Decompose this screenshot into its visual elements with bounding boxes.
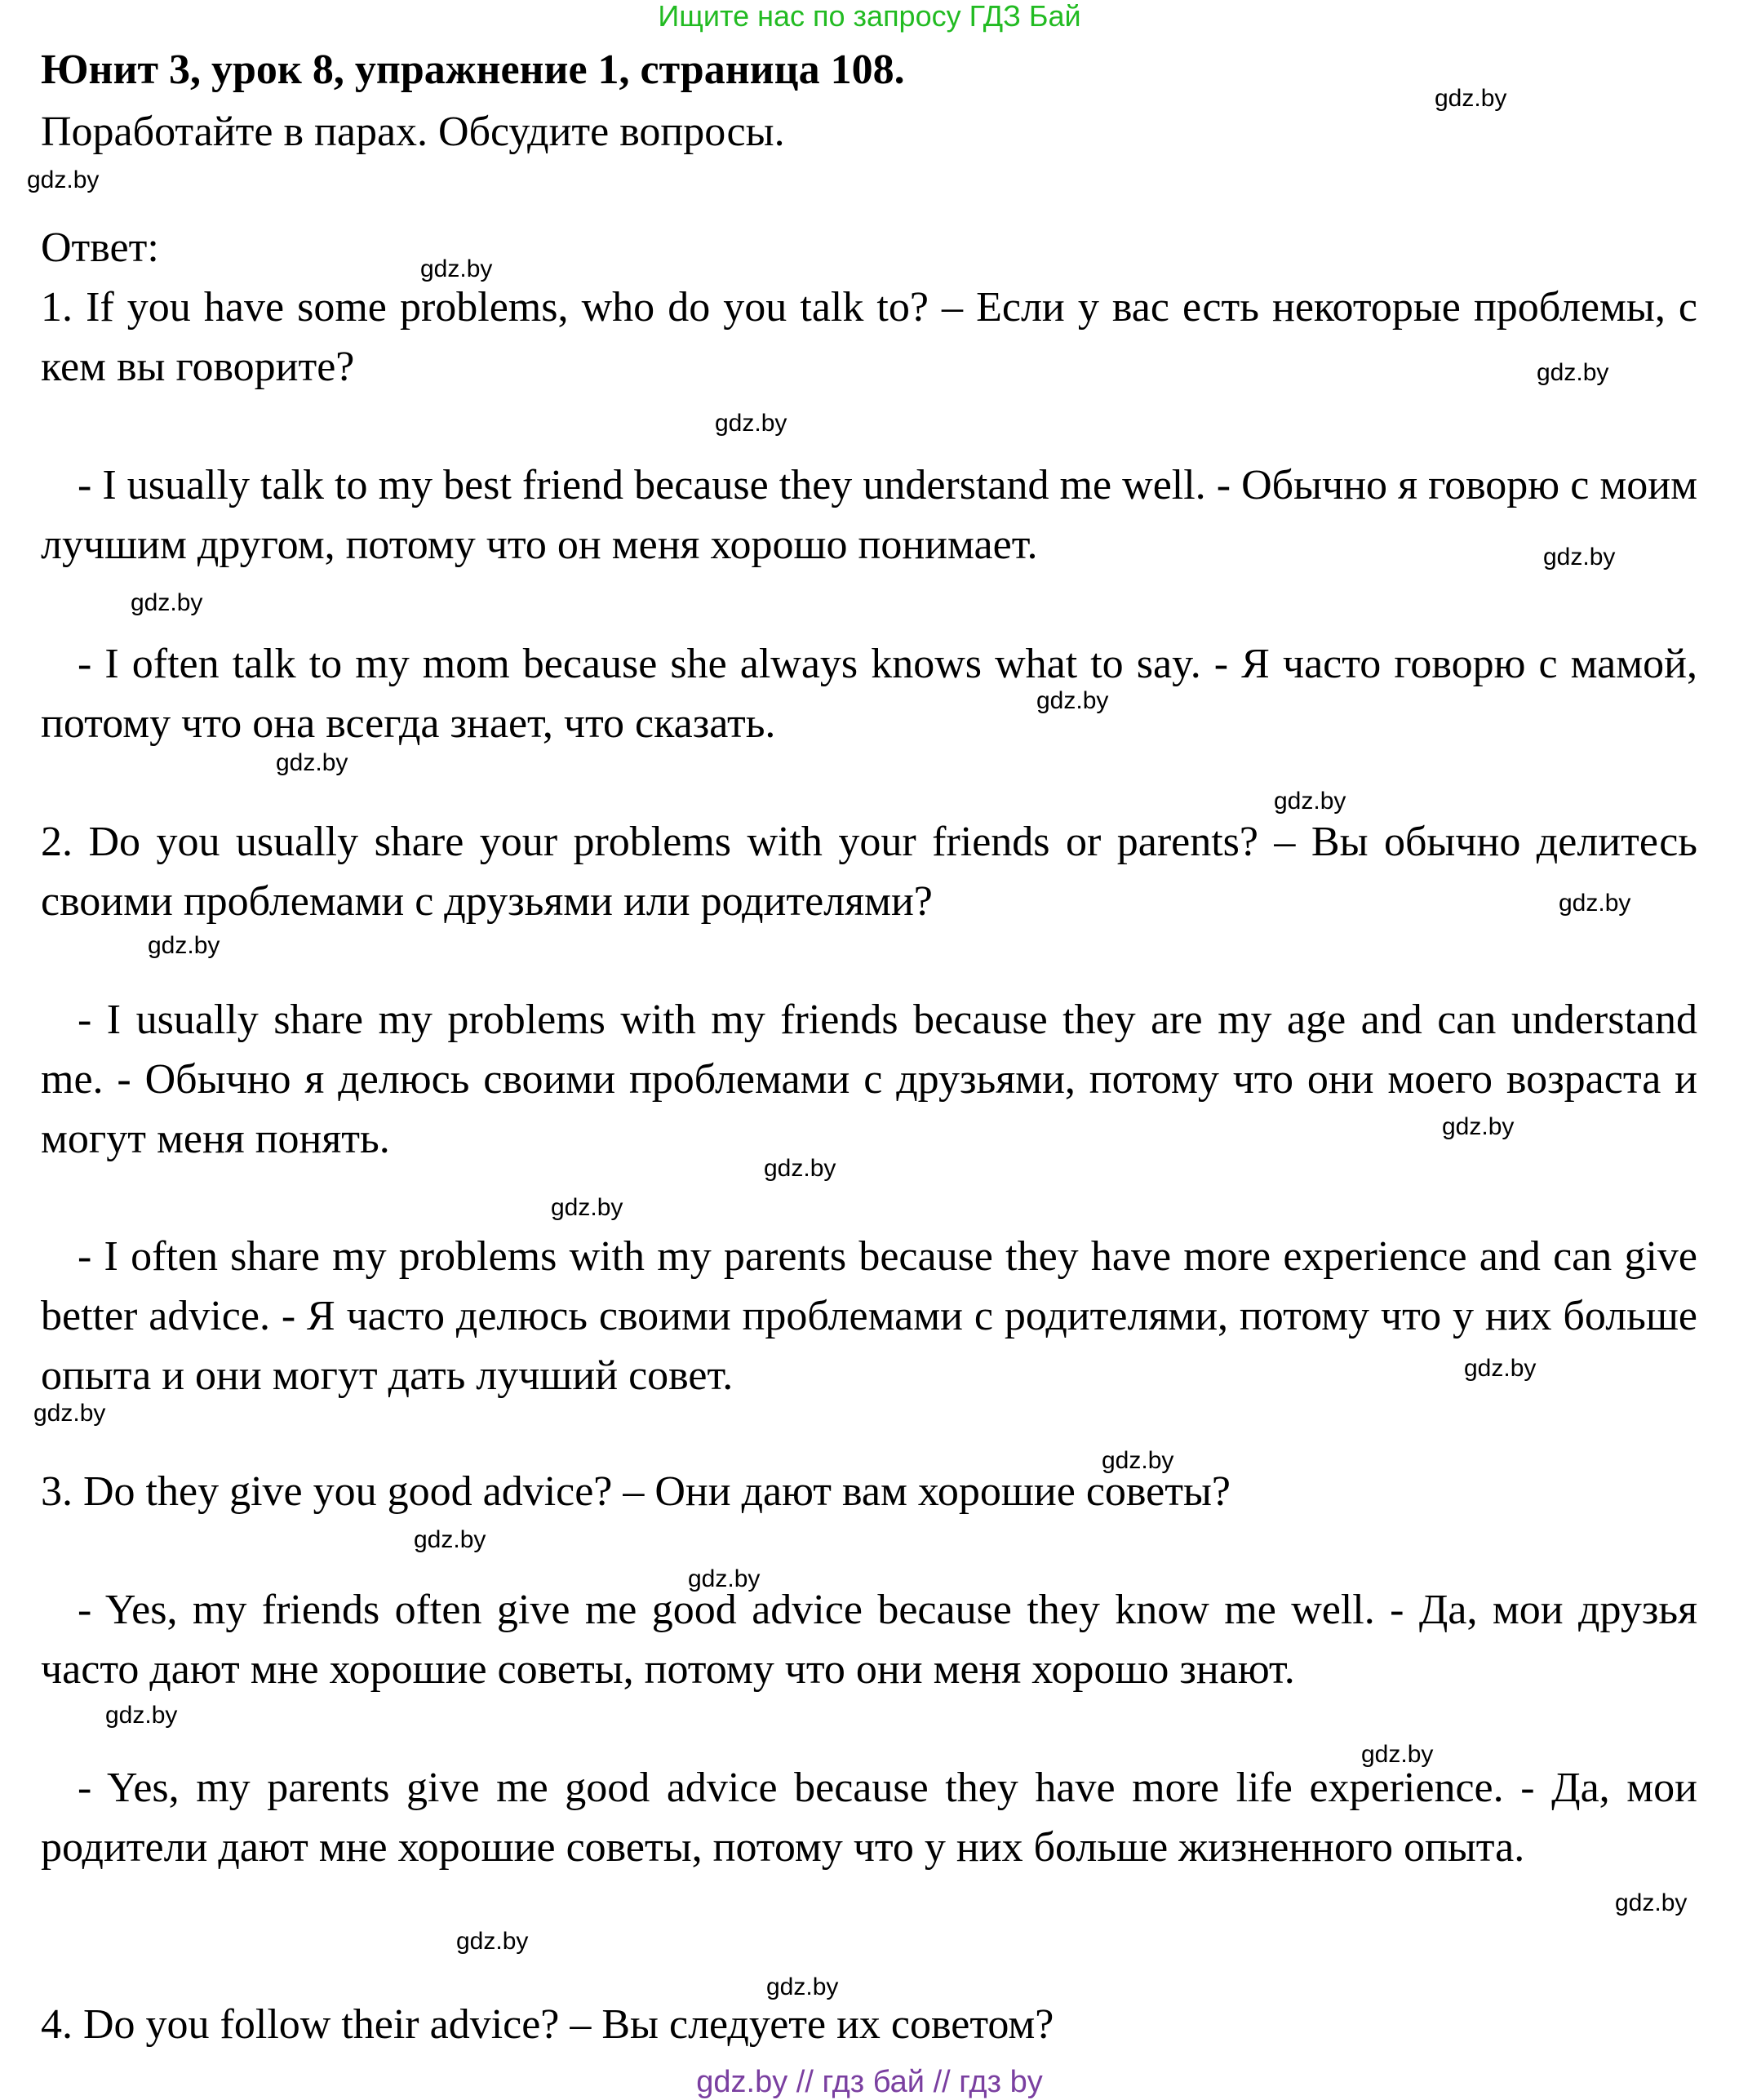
- watermark: gdz.by: [131, 589, 203, 616]
- answer-2a: - I usually share my problems with my friends because they are my age and can understand me. - Обычно я делюсь своими проблемами с друзьями, потому что они моего возраста и могут меня понять.: [41, 997, 1697, 1162]
- watermark: gdz.by: [1036, 687, 1109, 714]
- watermark: gdz.by: [33, 1400, 106, 1427]
- watermark: gdz.by: [1442, 1113, 1515, 1140]
- question-2: 2. Do you usually share your problems with your friends or parents? – Вы обычно делитесь своими проблемами с друзьями или родителями?: [41, 819, 1697, 925]
- watermark: gdz.by: [414, 1526, 486, 1553]
- watermark: gdz.by: [764, 1155, 836, 1182]
- question-1: 1. If you have some problems, who do you talk to? – Если у вас есть некоторые проблемы, с кем вы говорите?: [41, 284, 1697, 390]
- watermark: gdz.by: [105, 1702, 178, 1729]
- watermark: gdz.by: [1361, 1741, 1434, 1768]
- task-instruction: Поработайте в парах. Обсудите вопросы.: [41, 109, 785, 155]
- watermark: gdz.by: [1559, 890, 1631, 917]
- watermark: gdz.by: [27, 166, 100, 193]
- answer-3b: - Yes, my parents give me good advice because they have more life experience. - Да, мои родители дают мне хорошие советы, потому что у них больше жизненного опыта.: [41, 1765, 1697, 1871]
- answer-1b: - I often talk to my mom because she always knows what to say. - Я часто говорю с мамой, потому что она всегда знает, что сказать.: [41, 641, 1697, 747]
- watermark: gdz.by: [715, 410, 787, 437]
- watermark: gdz.by: [1464, 1355, 1537, 1382]
- answer-1a: - I usually talk to my best friend because they understand me well. - Обычно я говорю с моим лучшим другом, потому что он меня хорошо понимает.: [41, 462, 1697, 568]
- question-3: 3. Do they give you good advice? – Они дают вам хорошие советы?: [41, 1468, 1231, 1515]
- page-title: Юнит 3, урок 8, упражнение 1, страница 108.: [41, 47, 905, 93]
- watermark: gdz.by: [456, 1928, 529, 1955]
- watermark: gdz.by: [688, 1565, 761, 1592]
- watermark: gdz.by: [420, 255, 493, 282]
- watermark: gdz.by: [1102, 1447, 1174, 1474]
- question-4: 4. Do you follow their advice? – Вы следуете их советом?: [41, 2001, 1054, 2048]
- watermark: gdz.by: [148, 932, 220, 959]
- watermark: gdz.by: [1435, 85, 1507, 112]
- watermark: gdz.by: [766, 1973, 839, 2000]
- watermark: gdz.by: [1543, 544, 1616, 571]
- watermark: gdz.by: [1274, 788, 1346, 815]
- top-banner: Ищите нас по запросу ГДЗ Бай: [658, 0, 1081, 33]
- answer-2b: - I often share my problems with my parents because they have more experience and can give better advice. - Я часто делюсь своими проблемами с родителями, потому что у них больше опыта и они могут дать лучший совет.: [41, 1233, 1697, 1399]
- watermark: gdz.by: [551, 1194, 623, 1221]
- footer-links: gdz.by // гдз бай // гдз by: [696, 2065, 1043, 2099]
- answer-3a: - Yes, my friends often give me good advice because they know me well. - Да, мои друзья часто дают мне хорошие советы, потому что они меня хорошо знают.: [41, 1587, 1697, 1693]
- answer-label: Ответ:: [41, 224, 159, 271]
- watermark: gdz.by: [1615, 1889, 1688, 1916]
- watermark: gdz.by: [276, 749, 348, 776]
- watermark: gdz.by: [1537, 359, 1609, 386]
